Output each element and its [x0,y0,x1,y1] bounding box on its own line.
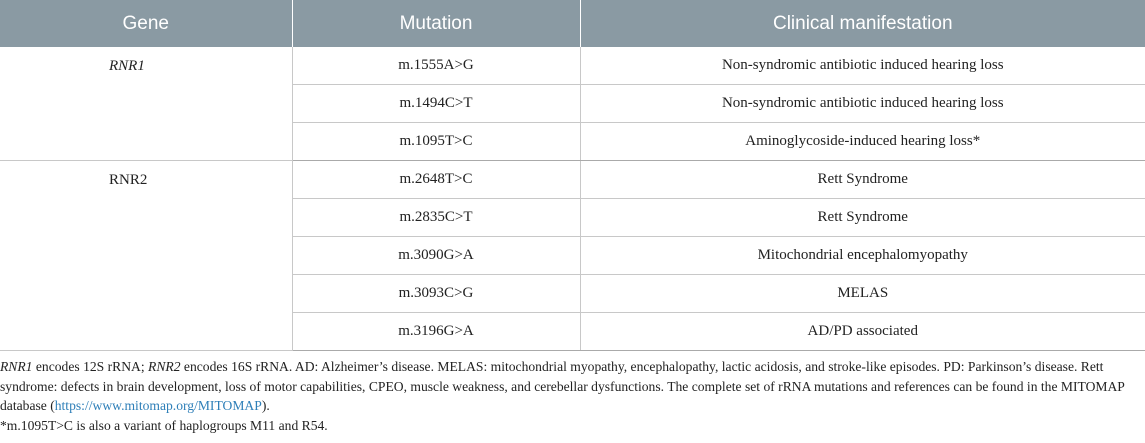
rnr2-term: RNR2 [148,359,181,374]
mitomap-link[interactable]: https://www.mitomap.org/MITOMAP [54,398,262,413]
header-clinical-manifestation: Clinical manifestation [580,0,1145,47]
manifestation-cell: Rett Syndrome [580,199,1145,237]
mutation-cell: m.3090G>A [292,237,580,275]
mutation-cell: m.1555A>G [292,47,580,85]
rnr1-term: RNR1 [0,359,33,374]
footnote-text: ). [261,398,270,413]
manifestation-cell: Non-syndromic antibiotic induced hearing loss [580,47,1145,85]
manifestation-cell: MELAS [580,275,1145,313]
mutation-cell: m.1095T>C [292,123,580,161]
header-gene: Gene [0,0,292,47]
asterisk-footnote: *m.1095T>C is also a variant of haplogroups M11 and R54. [0,417,328,433]
manifestation-cell: AD/PD associated [580,313,1145,351]
mutation-cell: m.3196G>A [292,313,580,351]
footnote-text: encodes 16S rRNA. AD: Alzheimer’s disease. MELAS: mitochondrial myopathy, encephalopathy, lactic acidosis, and stroke-like episodes. PD: Parkinson’s disease. Rett syndrome: defects in brain development, loss of motor capabilities, CPEO, muscle weakness, and cerebellar dysfunctions. The complete set of rRNA mutations and references can be found in the MITOMAP database ( [0,359,1125,413]
manifestation-cell: Mitochondrial encephalomyopathy [580,237,1145,275]
mutation-cell: m.1494C>T [292,85,580,123]
table-header-row [0,0,1145,47]
table-row [0,47,1145,85]
mutation-cell: m.3093C>G [292,275,580,313]
mutation-cell: m.2648T>C [292,161,580,199]
abbreviations-footnote [0,357,1140,416]
header-mutation: Mutation [292,0,580,47]
manifestation-cell: Aminoglycoside-induced hearing loss* [580,123,1145,161]
gene-cell: RNR1 [0,47,292,161]
gene-cell: RNR2 [0,161,292,351]
table-row [0,161,1145,199]
manifestation-cell: Non-syndromic antibiotic induced hearing loss [580,85,1145,123]
manifestation-cell: Rett Syndrome [580,161,1145,199]
mutation-cell: m.2835C>T [292,199,580,237]
footnote-text: encodes 12S rRNA; [32,359,149,374]
table-footnotes [0,357,1140,435]
